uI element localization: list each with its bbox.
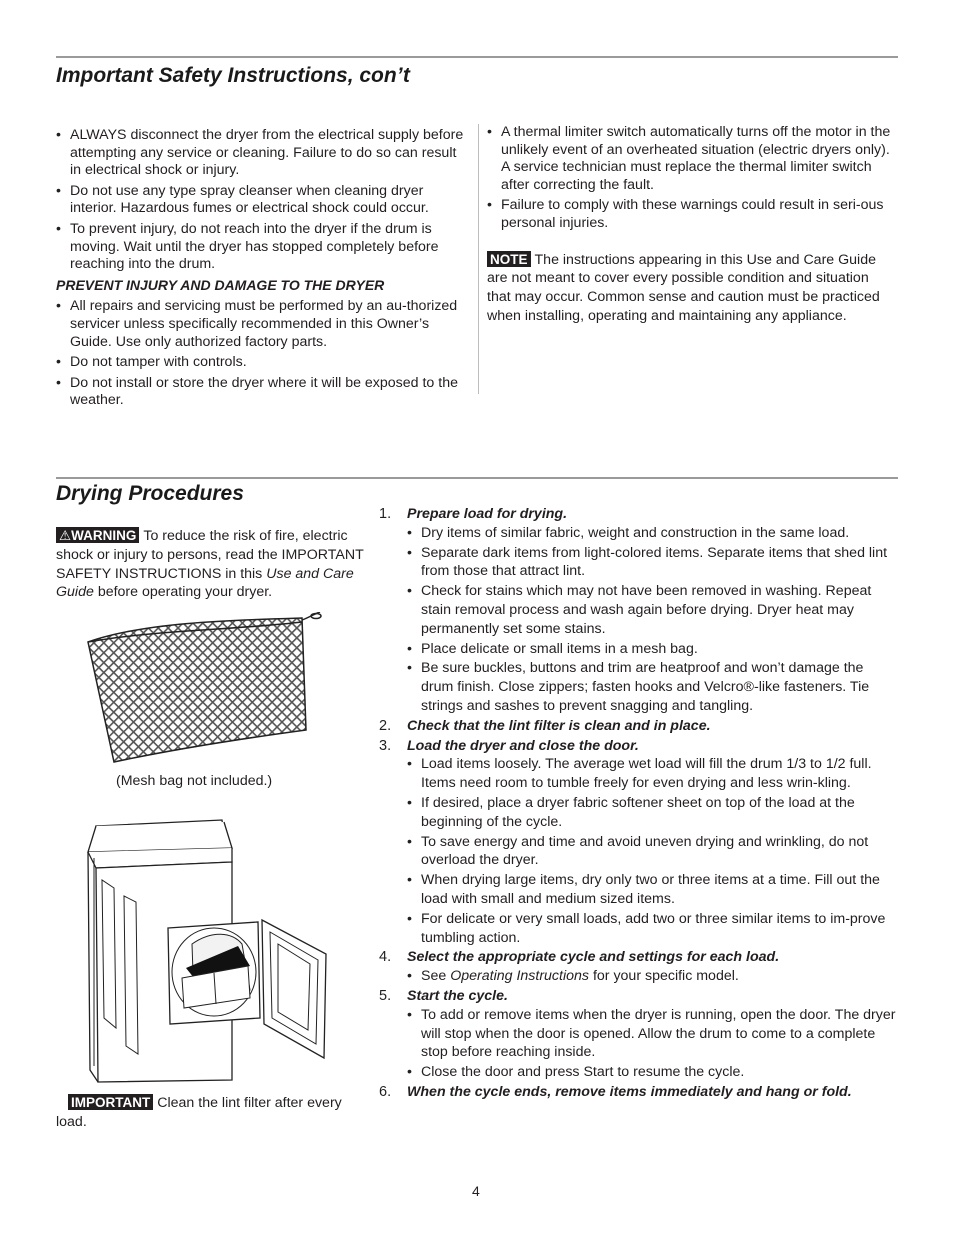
list-item: • To prevent injury, do not reach into the dryer if the drum is moving. Wait until the dryer has stopped completely before reaching into the drum. — [56, 221, 468, 274]
mesh-bag-caption: (Mesh bag not included.) — [116, 773, 273, 789]
safety-left-column — [56, 127, 468, 413]
list-item: • If desired, place a dryer fabric softener sheet on top of the load at the beginning of the cycle. — [407, 794, 899, 832]
safety-left-list-2 — [56, 298, 468, 410]
list-item: • Load items loosely. The average wet load will fill the drum 1/3 to 1/2 full. Items need room to tumble freely for even drying and less wrin-kling. — [407, 755, 899, 793]
list-item: • ALWAYS disconnect the dryer from the electrical supply before attempting any service or cleaning. Failure to do so can result in electrical shock or injury. — [56, 127, 468, 180]
column-divider — [478, 124, 479, 394]
note-text: The instructions appearing in this Use and Care Guide are not meant to cover every possible condition and situation that may occur. Common sense and caution must be practiced when installing, operating and maintaining any appliance. — [487, 251, 880, 324]
list-item: • To add or remove items when the dryer is running, open the door. The dryer will stop when the door is opened. Allow the drum to come to a complete stop before reaching inside. — [407, 1006, 899, 1062]
important-text: Clean the lint filter after every load. — [56, 1095, 342, 1130]
safety-right-list — [487, 124, 892, 233]
list-item: • To save energy and time and avoid uneven drying and wrinkling, do not overload the dryer. — [407, 833, 899, 871]
list-item: • Do not install or store the dryer where it will be exposed to the weather. — [56, 375, 468, 410]
list-item: • See Operating Instructions for your specific model. — [407, 967, 899, 986]
list-item: • When drying large items, dry only two or three items at a time. Fill out the load with small and medium sized items. — [407, 871, 899, 909]
important-paragraph — [56, 1094, 356, 1132]
list-item: • Place delicate or small items in a mesh bag. — [407, 640, 899, 659]
important-badge: IMPORTANT — [68, 1094, 153, 1110]
list-item: • All repairs and servicing must be performed by an au-thorized servicer unless specifically recommended in this Owner’s Guide. Use only authorized factory parts. — [56, 298, 468, 351]
list-item: • Be sure buckles, buttons and trim are heatproof and won’t damage the drum finish. Close zippers; fasten hooks and Velcro®-like fasteners. Tie strings and sashes to prevent snagging and tangling. — [407, 659, 899, 715]
drying-steps-list — [379, 505, 899, 1102]
safety-left-list — [56, 127, 468, 274]
list-item: • For delicate or very small loads, add two or three similar items to im-prove tumbling action. — [407, 910, 899, 948]
dryer-illustration — [82, 818, 332, 1086]
list-item: • Close the door and press Start to resume the cycle. — [407, 1063, 899, 1082]
drying-steps-column — [379, 505, 899, 1103]
list-item: • Separate dark items from light-colored items. Separate items that shed lint from those that attract lint. — [407, 544, 899, 582]
step-item: 2. Check that the lint filter is clean and in place. — [379, 717, 711, 734]
middle-rule — [56, 477, 898, 479]
warning-badge: ⚠WARNING — [56, 527, 139, 543]
step-item: 6. When the cycle ends, remove items immediately and hang or fold. — [379, 1083, 852, 1100]
step-item: 3. Load the dryer and close the door. • Load items loosely. The average wet load will fill the drum 1/3 to 1/2 full. Items need room to tumble freely for even drying and less wrin-kling. • If desired, place a dryer fabric softener sheet on top of the load at the beginning of the cycle. • To save energy and time and avoid uneven drying and wrinkling, do not overload the dryer. • When drying large items, dry only two or three items at a time. Fill out the load with small and medium sized items. • For delicate or very small loads, add two or three similar items to im-prove tumbling action. — [379, 737, 899, 948]
note-paragraph — [487, 251, 892, 326]
note-badge: NOTE — [487, 251, 531, 267]
step-item: 4. Select the appropriate cycle and settings for each load. • See Operating Instructions for your specific model. — [379, 948, 899, 986]
top-rule — [56, 56, 898, 58]
step-item: 1. Prepare load for drying. • Dry items of similar fabric, weight and construction in the same load. • Separate dark items from light-colored items. Separate items that shed lint from those that attract lint. • Check for stains which may not have been removed in washing. Repeat stain removal process and wash again before drying. Dryer heat may permanently set some stains. • Place delicate or small items in a mesh bag. • Be sure buckles, buttons and trim are heatproof and won’t damage the drum finish. Close zippers; fasten hooks and Velcro®-like fasteners. Tie strings and sashes to prevent snagging and tangling. — [379, 505, 899, 716]
mesh-bag-illustration — [84, 612, 324, 770]
list-item: • Failure to comply with these warnings could result in seri-ous personal injuries. — [487, 197, 892, 232]
list-item: • A thermal limiter switch automatically turns off the motor in the unlikely event of an overheated situation (electric dryers only). A service technician must replace the thermal limiter switch after correcting the fault. — [487, 124, 892, 194]
step-item: 5. Start the cycle. • To add or remove items when the dryer is running, open the door. The dryer will stop when the door is opened. Allow the drum to come to a complete stop before reaching inside. • Close the door and press Start to resume the cycle. — [379, 987, 899, 1082]
section-title-drying: Drying Procedures — [56, 482, 244, 505]
prevent-injury-subheading: PREVENT INJURY AND DAMAGE TO THE DRYER — [56, 276, 385, 293]
list-item: • Do not tamper with controls. — [56, 354, 468, 372]
page-number: 4 — [472, 1183, 480, 1199]
list-item: • Check for stains which may not have been removed in washing. Repeat stain removal process and wash again before drying. Dryer heat may permanently set some stains. — [407, 582, 899, 638]
warning-paragraph: ⚠WARNING To reduce the risk of fire, electric shock or injury to persons, read the IMPORTANT SAFETY INSTRUCTIONS in this Use and Care Guide before operating your dryer. — [56, 528, 364, 601]
safety-right-column — [487, 124, 892, 326]
section-title-safety: Important Safety Instructions, con’t — [56, 64, 410, 87]
list-item: • Do not use any type spray cleanser when cleaning dryer interior. Hazardous fumes or electrical shock could occur. — [56, 183, 468, 218]
list-item: • Dry items of similar fabric, weight and construction in the same load. — [407, 524, 899, 543]
warning-triangle-icon: ⚠ — [59, 528, 72, 543]
